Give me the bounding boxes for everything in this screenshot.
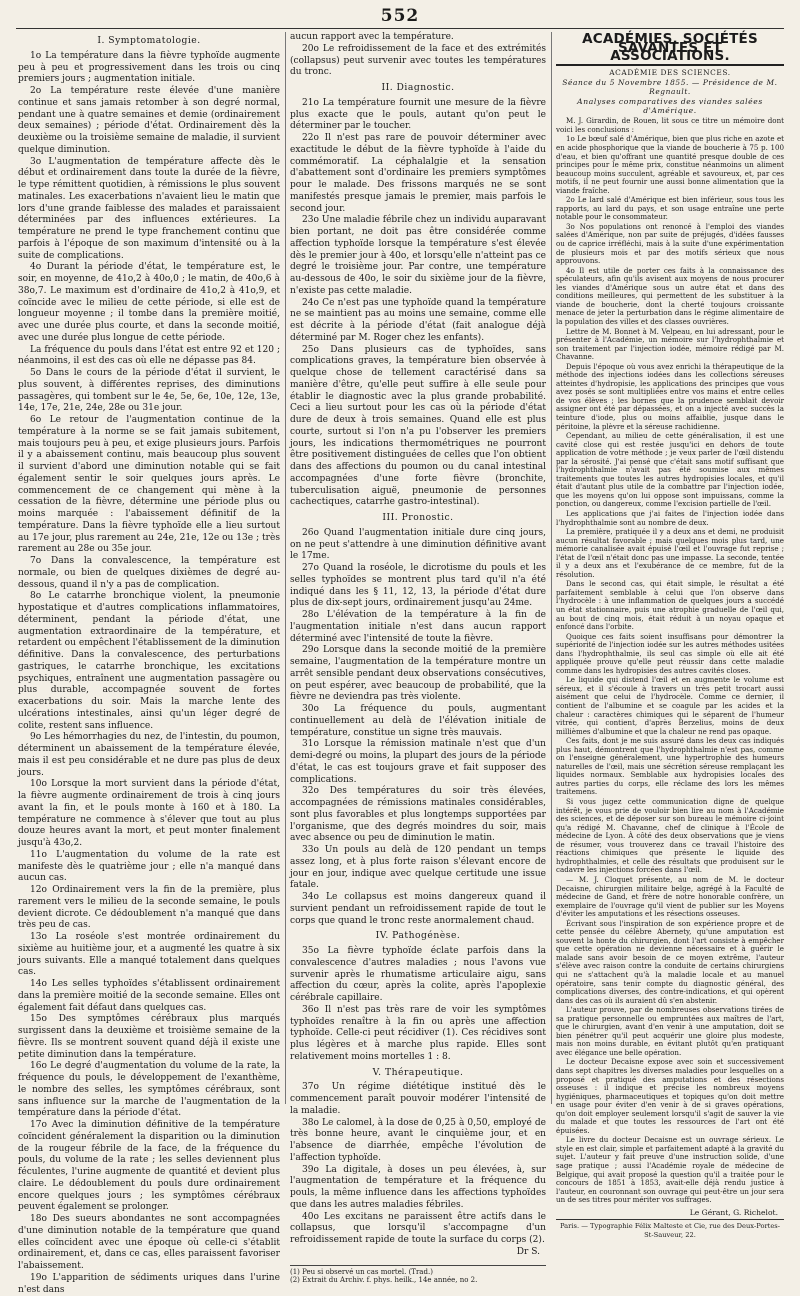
paragraph: 14o Les selles typhoïdes s'établissent ordinairement dans la première moitié de la seconde semaine. Elles ont également fait défaut dans quelques cas.: [18, 979, 280, 1013]
paragraph: 28o L'élévation de la température à la fin de l'augmentation initiale n'est dans aucun rapport déterminé avec l'intensité de toute la fièvre.: [290, 610, 546, 644]
paragraph: 24o Ce n'est pas une typhoïde quand la température ne se maintient pas au moins une semaine, comme elle est décrite à la période d'état (fait analogue déjà déterminé par M. Roger chez les enfants).: [290, 297, 546, 343]
paragraph: 33o Un pouls au delà de 120 pendant un temps assez long, et à plus forte raison s'élevant encore de jour en jour, indique avec quelque certitude une issue fatale.: [290, 845, 546, 891]
paragraph: 5o Dans le cours de la période d'état il survient, le plus souvent, à différentes reprises, des diminutions passagères, qui tombent sur le 4e, 5e, 6e, 10e, 12e, 13e, 14e, 17e, 21e, 24e, 28e ou 31e jour.: [18, 368, 280, 414]
middle-paragraphs-a: [290, 32, 546, 79]
paragraph: 7o Dans la convalescence, la température est normale, ou bien de quelques dixièmes de degré au-dessous, quand il n'y a pas de complication.: [18, 556, 280, 590]
paragraph: 11o L'augmentation du volume de la rate est manifeste dès le quatrième jour ; elle n'a manqué dans aucun cas.: [18, 849, 280, 884]
paragraph: 4o Il est utile de porter ces faits à la connaissance des spéculateurs, afin qu'ils avisent aux moyens de nous procurer les viandes d'Amérique sous un autre état et dans des conditions meilleures, qui permettent de les substituer à la viande de boucherie, dont la cherté toujours croissante menace de jeter la perturbation dans le régime alimentaire de la population des villes et des classes ouvrières.: [556, 265, 784, 326]
academy-name: ACADÉMIE DES SCIENCES.: [609, 67, 731, 77]
middle-paragraphs-d: [290, 946, 546, 1064]
paragraph: 18o Des sueurs abondantes ne sont accompagnées d'une diminution notable de la température que quand elles coïncident avec une époque où celle-ci s'établit ordinairement, et, dans ce cas, elles paraissent favoriser l'abaissement.: [18, 1214, 280, 1271]
paragraph: La première, pratiquée il y a deux ans et demi, ne produisit aucun résultat favorable ; mais quelques mois plus tard, une mémorie canalisée avait épuisé l'œil et l'ouvrage fut reprise ; l'état de l'œil n'était donc pas une impasse. La seconde, tentée il y a deux ans et l'exubérance de ce membre, fut de la résolution.: [556, 527, 784, 579]
paragraph: 3o Nos populations ont renoncé à l'emploi des viandes salées d'Amérique, non par suite de préjugés, d'idées fausses ou de caprice irréfléchi, mais à la suite d'une expérimentation de plusieurs mois et par des motifs sérieux que nous approuvons.: [556, 221, 784, 266]
paragraph: 16o Le degré d'augmentation du volume de la rate, la fréquence du pouls, le développement de l'exanthème, le nombre des selles, les symptômes cérébraux, sont sans influence sur la marche de l'augmentation de la température dans la période d'état.: [18, 1061, 280, 1119]
left-column: [18, 32, 280, 1295]
paragraph: Ces faits, dont je me suis assuré dans les deux cas indiqués plus haut, démontrent que l'hydrophthalmie n'est pas, comme on l'enseigne généralement, une hypertrophie des humeurs naturelles de l'œil, mais une sécrétion séreuse remplaçant les liquides normaux. Semblable aux hydropisies locales des autres parties du corps, elle réclame des lors les mêmes traitemens.: [556, 736, 784, 797]
right-paragraphs: [556, 117, 784, 1204]
paragraph: M. J. Girardin, de Rouen, lit sous ce titre un mémoire dont voici les conclusions :: [556, 116, 784, 134]
middle-paragraphs-c: [290, 528, 546, 928]
paragraph: 23o Une maladie fébrile chez un individu auparavant bien portant, ne doit pas être considérée comme affection typhoïde lorsque la température s'est élevée dès le premier jour à 40o, et lorsqu'elle n'atteint pas ce degré le troisième jour. Par contre, une température au-dessous de 40o, le soir du sixième jour de la fièvre, n'existe pas cette maladie.: [290, 215, 546, 296]
footnotes: [290, 1265, 546, 1285]
paragraph: 3o L'augmentation de température affecte dès le début et ordinairement dans toute la durée de la fièvre, le type rémittent quotidien, à rémissions le plus souvent matinales. Les exacerbations n'avaient lieu le matin que lors d'une grande faiblesse des malades et paraissaient déterminées par des influences extérieures. La température ne prend le type franchement continu que parfois à l'époque de son maximum d'intensité ou à la suite de complications.: [18, 156, 280, 261]
paragraph: 26o Quand l'augmentation initiale dure cinq jours, on ne peut s'attendre à une diminution définitive avant le 17me.: [290, 527, 546, 562]
column-divider: [551, 32, 552, 1104]
paragraph: 32o Des températures du soir très élevées, accompagnées de rémissions matinales considérables, sont plus favorables et plus longtemps supportées par l'organisme, que des degrés moindres du soir, mais avec absence ou peu de diminution le matin.: [290, 786, 546, 844]
footnote: (2) Extrait du Archiv. f. phys. heilk., 14e année, no 2.: [290, 1276, 478, 1284]
paragraph: Dans le second cas, qui était simple, le résultat a été parfaitement semblable à celui que l'on observe dans l'hydrocèle : à une inflammation de quelques jours a succédé un état stationnaire, puis une atrophie graduelle de l'œil qui, au bout de cinq mois, était réduit à un noyau opaque et enfoncé dans l'orbite.: [556, 579, 784, 632]
gerant-signature: Le Gérant, G. Richelot.: [689, 1207, 778, 1217]
paragraph: 30o La fréquence du pouls, augmentant continuellement au delà de l'élévation initiale de température, constitue un signe très mauvais.: [290, 704, 546, 738]
paragraph: Les applications que j'ai faites de l'injection iodée dans l'hydrophthalmie sont au nombre de deux.: [556, 508, 784, 527]
paragraph: 20o Le refroidissement de la face et des extrémités (collapsus) peut survenir avec toutes les températures du tronc.: [290, 43, 546, 78]
article-signature: Dr S.: [516, 1246, 540, 1257]
paragraph: 10o Lorsque la mort survient dans la période d'état, la fièvre augmente ordinairement de trois à cinq jours avant la fin, et le pouls monte à 160 et à 180. La température ne commence à s'élever que tout au plus douze heures avant la mort, et peut monter finalement jusqu'à 43o,2.: [18, 779, 280, 848]
paragraph: 2o Le lard salé d'Amérique est bien inférieur, sous tous les rapports, au lard du pays, et son usage entraîne une perte notable pour le consommateur.: [556, 195, 784, 222]
section-masthead: ACADÉMIES, SOCIÉTÉS SAVANTES ET ASSOCIATIONS.: [556, 32, 784, 66]
paragraph: Écrivant sous l'inspiration de son expérience propre et de cette pensée du célèbre Abernety, qu'une amputation est souvent la honte du chirurgien, dont l'art consiste à empêcher que cette opération ne devienne nécessaire et à guérir le malade sans avoir besoin de ce moyen extrême, l'auteur s'élève avec raison contre la conduite de certains chirurgiens qui ne s'attachent qu'à la maladie locale et au manuel opératoire, sans tenir compte du diagnostic général, des complications diverses, des contre-indications, et qui opèrent dans des cas où ils auraient dû s'en abstenir.: [556, 918, 784, 1005]
paragraph: — M. J. Cloquet présente, au nom de M. le docteur Decaisne, chirurgien militaire belge, agrégé à la Faculté de médecine de Gand, et frère de notre honorable confrère, un exemplaire de l'ouvrage qu'il vient de publier sur les Moyens d'éviter les amputations et les résections osseuses.: [556, 874, 784, 919]
paragraph: 1o La température dans la fièvre typhoïde augmente peu à peu et progressivement dans les trois ou cinq premiers jours ; augmentation initiale.: [18, 50, 280, 85]
paragraph: 29o Lorsque dans la seconde moitié de la première semaine, l'augmentation de la température montre un arrêt sensible pendant deux observations consécutives, on peut espérer, avec beaucoup de probabilité, que la fièvre ne deviendra pas très violente.: [290, 645, 546, 703]
paragraph: Quoique ces faits soient insuffisans pour démontrer la supériorité de l'injection iodée sur les autres méthodes usitées dans l'hydrophthalmie, ils seul cas simple où elle ait été appliquée prouve qu'elle peut réussir dans cette maladie comme dans les hydropisies des autres cavités closes.: [556, 631, 784, 675]
paragraph: 25o Dans plusieurs cas de typhoïdes, sans complications graves, la température bien observée à quelque chose de tellement caractérisé dans sa manière d'être, qu'elle peut suffire à elle seule pour établir le diagnostic avec la plus grande probabilité. Ceci a lieu surtout pour les cas où la période d'état dure de deux à trois semaines. Quand elle est plus courte, surtout si l'on n'a pu l'observer les premiers jours, les indications thermométriques ne pourront être positivement distinguées de celles que l'on obtient dans des affections du poumon ou du canal intestinal accompagnées d'une forte fièvre (bronchite, tuberculisation aiguë, pneumonie de personnes cachectiques, catarrhe gastro-intestinal).: [290, 344, 546, 508]
paragraph: aucun rapport avec la température.: [290, 32, 454, 42]
paragraph: Le livre du docteur Decaisne est un ouvrage sérieux. Le style en est clair, simple et parfaitement adapté à la gravité du sujet. L'auteur y fait preuve d'une instruction solide, d'une sage pratique ; aussi l'Académie royale de médecine de Belgique, qui avait proposé la question qu'il a traitée pour le concours de 1851 à 1853, avait-elle déjà rendu justice à l'auteur, en couronnant son ouvrage qui peut-être un jour sera un de ses titres pour mériter vos suffrages.: [556, 1135, 784, 1205]
paragraph: Cependant, au milieu de cette généralisation, il est une cavité close qui est restée jusqu'ici en dehors de toute application de votre méthode ; je veux parler de l'œil distendu par la sérosité. J'ai pensé que c'était sans motif suffisant que l'hydrophthalmie n'avait pas été soumise aux mêmes traitements que toutes les autres hydropisies locales, et qu'il était d'autant plus utile de la combattre par l'injection iodée, que les moyens qu'on lui oppose sont impuissans, comme la ponction, ou dangereux, comme l'excision partielle de l'œil.: [556, 431, 784, 509]
bottom-rule: [556, 1219, 784, 1220]
middle-column: [290, 32, 546, 1284]
paragraph: 19o L'apparition de sédiments uriques dans l'urine n'est dans: [18, 1272, 280, 1295]
paragraph: 27o Quand la roséole, le dicrotisme du pouls et les selles typhoïdes se montrent plus tard qu'il n'a été indiqué dans les § 11, 12, 13, la période d'état dure plus de dix-sept jours, ordinairement jusqu'au 24me.: [290, 563, 546, 609]
paragraph: 8o Le catarrhe bronchique violent, la pneumonie hypostatique et d'autres complications inflammatoires, déterminent, pendant la période d'état, une augmentation extraordinaire de la température, et retardent ou empêchent l'établissement de la diminution définitive. Dans la convalescence, des perturbations gastriques, le catarrhe bronchique, les excitations psychiques, entraînent une augmentation passagère ou plus durable, accompagnée souvent de fortes exacerbations du soir. Mais la marche lente des ulcérations intestinales, ainsi qu'un léger degré de colite, restent sans influence.: [18, 591, 280, 731]
paragraph: 4o Durant la période d'état, le température est, le soir, en moyenne, de 41o,2 à 40o,0 ; le matin, de 40o,6 à 38o,7. Le maximum est d'ordinaire de 41o,2 à 41o,9, et coïncide avec le milieu de cette période, si elle est de longueur moyenne ; il tombe dans la première moitié, avec une durée plus courte, et dans la seconde moitié, avec une durée plus longue de cette période.: [18, 262, 280, 343]
paragraph: 6o Le retour de l'augmentation continue de la température à la norme se se fait jamais subitement, mais toujours peu à peu, et exige plusieurs jours. Parfois il y a abaissement continu, mais beaucoup plus souvent il survient d'abord une diminution notable qui se fait également sentir le soir quelques jours après. Le commencement de ce changement qui mène à la cessation de la fièvre, détermine une période plus ou moins marquée : l'abaissement définitif de la température. Dans la fièvre typhoïde elle a lieu surtout au 17e jour, plus rarement au 24e, 21e, 12e ou 13e ; très rarement au 28e ou 35e jour.: [18, 415, 280, 555]
paragraph: L'auteur prouve, par de nombreuses observations tirées de sa pratique personnelle ou empruntées aux maîtres de l'art, que le chirurgien, avant d'en venir à une amputation, doit se bien pénétrer qu'il peut acquérir une gloire plus modeste, mais non moins durable, en évitant plutôt qu'en pratiquant avec élégance une belle opération.: [556, 1005, 784, 1057]
middle-paragraphs-e: [290, 1082, 546, 1247]
paragraph: 34o Le collapsus est moins dangereux quand il survient pendant un refroidissement rapide de tout le corps que quand le tronc reste anormalement chaud.: [290, 892, 546, 926]
paragraph: 22o Il n'est pas rare de pouvoir déterminer avec exactitude le début de la fièvre typhoïde à l'aide du commémoratif. La céphalalgie et la sensation d'abattement sont d'ordinaire les premiers symptômes pour le malade. Des frissons marqués ne se sont manifestés presque jamais le premier, mais parfois le second jour.: [290, 133, 546, 214]
paragraph: 39o La digitale, à doses un peu élevées, à, sur l'augmentation de température et la fréquence du pouls, la même influence dans les affections typhoïdes que dans les autres maladies fébriles.: [290, 1164, 546, 1210]
paragraph: 31o Lorsque la rémission matinale n'est que d'un demi-degré ou moins, la plupart des jours de la période d'état, le cas est toujours grave et fait supposer des complications.: [290, 739, 546, 785]
paragraph: 1o Le bœuf salé d'Amérique, bien que plus riche en azote et en acide phosphorique que la viande de boucherie à 75 p. 100 d'eau, et bien qu'offrant une quantité presque double de ces principes pour le même prix, constitue néanmoins un aliment beaucoup moins succulent, agréable et savoureux, et, par ces motifs, il ne peut fournir une aussi bonne alimentation que la viande fraîche.: [556, 134, 784, 195]
section-heading-pathogenese: IV. Pathogénèse.: [375, 930, 461, 942]
section-heading-therapeutique: V. Thérapeutique.: [372, 1066, 464, 1078]
paragraph: Depuis l'époque où vous avez enrichi la thérapeutique de la méthode des injections iodées dans les collections séreuses atteintes d'hydropisie, les applications des principes que vous avez posés se sont multipliées entre vos mains et entre celles de vos élèves ; les bornes que la prudence semblait devoir assigner ont été par dépassées, et on a injecté avec succès la teinture d'iode, plus ou moins affaiblie, jusque dans le péritoine, la plèvre et la séreuse rachidienne.: [556, 361, 784, 431]
paragraph: Lettre de M. Bonnet à M. Velpeau, en lui adressant, pour le présenter à l'Académie, un mémoire sur l'hydrophthalmie et son traitement par l'injection iodée, mémoire rédigé par M. Chavanne.: [556, 326, 784, 362]
top-rule: [16, 28, 784, 29]
paragraph: 2o La température reste élevée d'une manière continue et sans jamais retomber à son degré normal, pendant une à quatre semaines et demie (ordinairement deux semaines) ; période d'état. Ordinairement dès la deuxième ou la troisième semaine de maladie, il survient quelque diminution.: [18, 86, 280, 155]
paragraph: 38o Le calomel, à la dose de 0,25 à 0,50, employé de très bonne heure, avant le cinquième jour, et en l'absence de diarrhée, empêche l'évolution de l'affection typhoïde.: [290, 1117, 546, 1163]
paragraph: Le docteur Decaisne expose avec soin et successivement dans sept chapitres les diverses maladies pour lesquelles on a proposé et pratiqué des amputations et des résections osseuses : il indique et précise les nombreux moyens hygiéniques, pharmaceutiques et topiques qu'on doit mettre en usage pour éviter d'en venir à de si graves opérations, qu'on doit employer seulement lorsqu'il s'agit de sauver la vie du malade et que toutes les ressources de l'art ont été épuisées.: [556, 1057, 784, 1135]
footnote: (1) Peu si observé un cas mortel. (Trad.): [290, 1267, 433, 1276]
page-number: 552: [380, 6, 420, 26]
paragraph: 15o Des symptômes cérébraux plus marqués surgissent dans la deuxième et troisième semaine de la fièvre. Ils se montrent souvent quand déjà il existe une petite diminution dans la température.: [18, 1014, 280, 1060]
left-paragraphs: [18, 51, 280, 1296]
paragraph: 37o Un régime diététique institué dès le commencement paraît pouvoir modérer l'intensité de la maladie.: [290, 1082, 546, 1116]
column-divider: [285, 32, 286, 1104]
analyses-title: Analyses comparatives des viandes salées d'Amérique.: [577, 97, 763, 115]
printer-imprint: Paris. — Typographie Félix Malteste et Cie, rue des Deux-Portes-St-Sauveur, 22.: [559, 1222, 780, 1239]
right-column: [556, 31, 784, 1239]
paragraph: Le liquide qui distend l'œil et en augmente le volume est séreux, et il s'écoule à travers un très petit trocart aussi aisément que celui de l'hydrocèle. Comme ce dernier, il contient de l'albumine et se coagule par les acides et la chaleur : caractères chimiques qui le séparent de l'humeur vitrée, qui contient, d'après Berzelius, moins de deux millièmes d'albumine et que la chaleur ne rend pas opaque.: [556, 675, 784, 736]
paragraph: 9o Les hémorrhagies du nez, de l'intestin, du poumon, déterminent un abaissement de la température élevée, mais il est peu considérable et ne dure pas plus de deux jours.: [18, 732, 280, 778]
paragraph: 13o La roséole s'est montrée ordinairement du sixième au huitième jour, et a augmenté les quatre à six jours suivants. Elle a manqué totalement dans quelques cas.: [18, 932, 280, 978]
paragraph: 21o La température fournit une mesure de la fièvre plus exacte que le pouls, autant qu'on peut le déterminer par le toucher.: [290, 97, 546, 132]
paragraph: 40o Les excitans ne paraissent être actifs dans le collapsus, que lorsqu'il s'accompagne d'un refroidissement rapide de toute la surface du corps (2).: [290, 1211, 546, 1245]
meeting-line: Séance du 5 Novembre 1855. — Présidence de M. Regnault.: [562, 78, 778, 96]
paragraph: 12o Ordinairement vers la fin de la première, plus rarement vers le milieu de la seconde semaine, le pouls devient dicrote. Ce dédoublement n'a manqué que dans très peu de cas.: [18, 885, 280, 931]
paragraph: 36o Il n'est pas très rare de voir les symptômes typhoïdes renaître à la fin ou après une affection typhoïde. Celle-ci peut récidiver (1). Ces récidives sont plus légères et à marche plus rapide. Elles sont relativement moins mortelles 1 : 8.: [290, 1004, 546, 1062]
paragraph: 17o Avec la diminution définitive de la température coïncident généralement la disparition ou la diminution de la rougeur fébrile de la face, de la fréquence du pouls, du volume de la rate ; les selles deviennent plus féculentes, l'urine augmente de quantité et devient plus claire. Le dédoublement du pouls dure ordinairement encore quelques jours ; les symptômes cérébraux peuvent également se prolonger.: [18, 1120, 280, 1213]
paragraph: La fréquence du pouls dans l'état est entre 92 et 120 ; néanmoins, il est des cas où elle ne dépasse pas 84.: [18, 344, 280, 367]
section-heading-diagnostic: II. Diagnostic.: [381, 82, 455, 93]
section-heading-pronostic: III. Pronostic.: [382, 512, 454, 523]
middle-paragraphs-b: [290, 98, 546, 509]
section-heading-symptomatologie: I. Symptomatologie.: [97, 35, 201, 46]
paragraph: 35o La fièvre typhoïde éclate parfois dans la convalescence d'autres maladies ; nous l'avons vue survenir après le rhumatisme articulaire aigu, sans affection du cœur, après la colite, après l'apoplexie cérébrale capillaire.: [290, 946, 546, 1003]
paragraph: Si vous jugez cette communication digne de quelque intérêt, je vous prie de vouloir bien lire au nom à l'Académie des sciences, et de déposer sur son bureau le mémoire ci-joint qu'a rédigé M. Chavanne, chef de clinique à l'École de médecine de Lyon. À côté des deux observations que je viens de résumer, vous trouverez dans ce travail l'histoire des réactions chimiques que présente le liquide des hydrophthalmies, et celle des résultats que produisent sur le cadavre les injections forcées dans l'œil.: [556, 797, 784, 875]
